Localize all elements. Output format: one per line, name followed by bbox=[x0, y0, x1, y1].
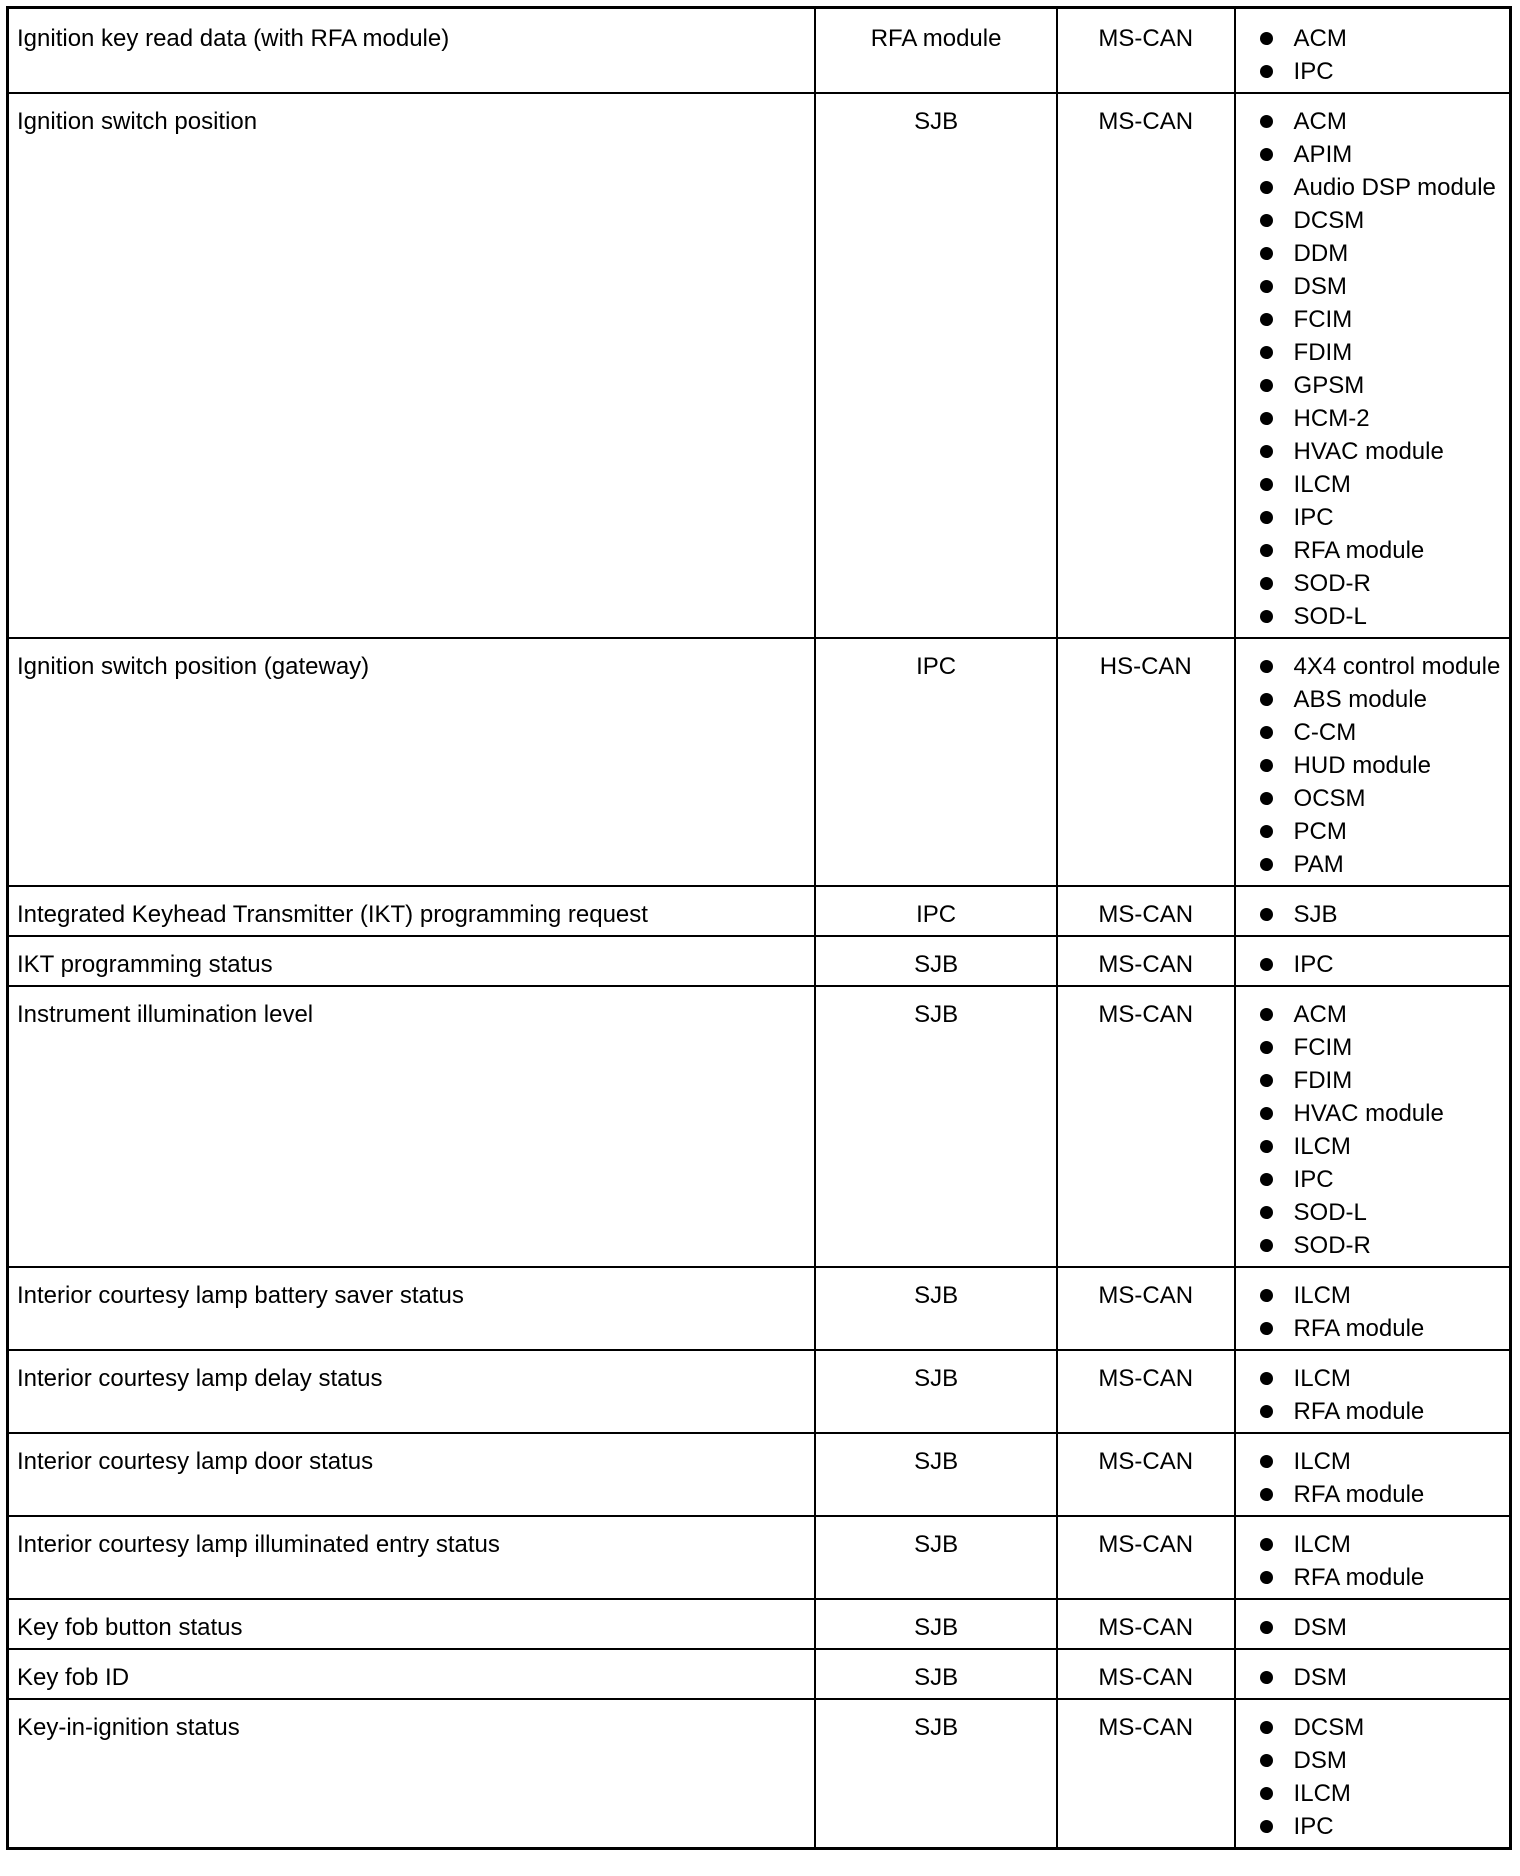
receiver-label: ILCM bbox=[1293, 1531, 1351, 1558]
receiver-label: PAM bbox=[1293, 851, 1344, 878]
receiver-label: IPC bbox=[1293, 1813, 1334, 1840]
receiver-item bbox=[1256, 138, 1503, 171]
receiver-label: HCM-2 bbox=[1293, 405, 1370, 432]
message-cell: Integrated Keyhead Transmitter (IKT) programming request bbox=[8, 886, 816, 936]
receiver-list bbox=[1256, 998, 1503, 1262]
network-cell: MS-CAN bbox=[1057, 1433, 1235, 1516]
receiver-item bbox=[1256, 948, 1503, 981]
table-row bbox=[8, 1516, 1511, 1599]
receiver-item bbox=[1256, 1362, 1503, 1395]
receiver-label: SOD-R bbox=[1293, 570, 1371, 597]
network-cell: MS-CAN bbox=[1057, 1350, 1235, 1433]
receivers-cell bbox=[1235, 1433, 1511, 1516]
table-row bbox=[8, 986, 1511, 1267]
receiver-item bbox=[1256, 1163, 1503, 1196]
receivers-cell bbox=[1235, 1516, 1511, 1599]
receiver-label: C-CM bbox=[1293, 719, 1357, 746]
receiver-item bbox=[1256, 270, 1503, 303]
bullet-icon bbox=[1260, 1455, 1273, 1468]
table-row bbox=[8, 1649, 1511, 1699]
originator-cell: SJB bbox=[815, 1267, 1057, 1350]
table-row bbox=[8, 1433, 1511, 1516]
receiver-item bbox=[1256, 1097, 1503, 1130]
receiver-item bbox=[1256, 1528, 1503, 1561]
bullet-icon bbox=[1260, 1754, 1273, 1767]
bullet-icon bbox=[1260, 1372, 1273, 1385]
bullet-icon bbox=[1260, 1571, 1273, 1584]
receiver-list bbox=[1256, 1279, 1503, 1345]
network-message-table bbox=[6, 6, 1512, 1850]
receiver-item bbox=[1256, 534, 1503, 567]
bullet-icon bbox=[1260, 544, 1273, 557]
network-cell: MS-CAN bbox=[1057, 1649, 1235, 1699]
bullet-icon bbox=[1260, 115, 1273, 128]
receiver-label: SOD-L bbox=[1293, 1199, 1367, 1226]
table-row bbox=[8, 1599, 1511, 1649]
bullet-icon bbox=[1260, 1074, 1273, 1087]
originator-cell: SJB bbox=[815, 986, 1057, 1267]
network-cell: MS-CAN bbox=[1057, 1599, 1235, 1649]
receiver-item bbox=[1256, 1777, 1503, 1810]
receivers-cell bbox=[1235, 8, 1511, 94]
originator-cell: SJB bbox=[815, 1350, 1057, 1433]
message-cell: Interior courtesy lamp door status bbox=[8, 1433, 816, 1516]
receivers-cell bbox=[1235, 93, 1511, 638]
network-cell: MS-CAN bbox=[1057, 1699, 1235, 1849]
receiver-item bbox=[1256, 749, 1503, 782]
receiver-item bbox=[1256, 402, 1503, 435]
receiver-list bbox=[1256, 650, 1503, 881]
receiver-label: DSM bbox=[1293, 1614, 1347, 1641]
bullet-icon bbox=[1260, 379, 1273, 392]
receiver-label: DDM bbox=[1293, 240, 1349, 267]
receiver-item bbox=[1256, 1661, 1503, 1694]
receiver-label: DCSM bbox=[1293, 207, 1365, 234]
bullet-icon bbox=[1260, 792, 1273, 805]
receiver-label: IPC bbox=[1293, 58, 1334, 85]
receiver-item bbox=[1256, 1229, 1503, 1262]
network-cell: MS-CAN bbox=[1057, 986, 1235, 1267]
receiver-list bbox=[1256, 1611, 1503, 1644]
receiver-item bbox=[1256, 369, 1503, 402]
bullet-icon bbox=[1260, 1322, 1273, 1335]
receiver-label: ILCM bbox=[1293, 1780, 1351, 1807]
receiver-list bbox=[1256, 1661, 1503, 1694]
table-body bbox=[8, 8, 1511, 1849]
receiver-label: HUD module bbox=[1293, 752, 1431, 779]
bullet-icon bbox=[1260, 726, 1273, 739]
receivers-cell bbox=[1235, 1699, 1511, 1849]
receivers-cell bbox=[1235, 1649, 1511, 1699]
receiver-item bbox=[1256, 848, 1503, 881]
bullet-icon bbox=[1260, 1107, 1273, 1120]
receiver-label: FDIM bbox=[1293, 1067, 1353, 1094]
network-cell: MS-CAN bbox=[1057, 886, 1235, 936]
receiver-label: RFA module bbox=[1293, 1564, 1425, 1591]
receiver-label: ILCM bbox=[1293, 471, 1351, 498]
table-row bbox=[8, 638, 1511, 886]
bullet-icon bbox=[1260, 1787, 1273, 1800]
receiver-item bbox=[1256, 1810, 1503, 1843]
originator-cell: IPC bbox=[815, 638, 1057, 886]
receiver-label: APIM bbox=[1293, 141, 1353, 168]
message-cell: Key fob ID bbox=[8, 1649, 816, 1699]
message-cell: IKT programming status bbox=[8, 936, 816, 986]
receivers-cell bbox=[1235, 936, 1511, 986]
table-row bbox=[8, 936, 1511, 986]
receiver-item bbox=[1256, 1130, 1503, 1163]
receiver-list bbox=[1256, 1711, 1503, 1843]
originator-cell: SJB bbox=[815, 1516, 1057, 1599]
receiver-label: IPC bbox=[1293, 951, 1334, 978]
receiver-label: DSM bbox=[1293, 1664, 1347, 1691]
receivers-cell bbox=[1235, 886, 1511, 936]
receiver-item bbox=[1256, 782, 1503, 815]
receiver-item bbox=[1256, 204, 1503, 237]
bullet-icon bbox=[1260, 1538, 1273, 1551]
receiver-item bbox=[1256, 815, 1503, 848]
receiver-item bbox=[1256, 650, 1503, 683]
receiver-item bbox=[1256, 716, 1503, 749]
receiver-label: DSM bbox=[1293, 1747, 1347, 1774]
originator-cell: SJB bbox=[815, 93, 1057, 638]
receiver-label: IPC bbox=[1293, 504, 1334, 531]
originator-cell: SJB bbox=[815, 1599, 1057, 1649]
receiver-item bbox=[1256, 501, 1503, 534]
receiver-label: OCSM bbox=[1293, 785, 1366, 812]
receiver-label: SOD-R bbox=[1293, 1232, 1371, 1259]
network-cell: MS-CAN bbox=[1057, 1516, 1235, 1599]
receiver-label: PCM bbox=[1293, 818, 1347, 845]
receiver-item bbox=[1256, 1744, 1503, 1777]
bullet-icon bbox=[1260, 478, 1273, 491]
receiver-label: HVAC module bbox=[1293, 1100, 1444, 1127]
table-row bbox=[8, 93, 1511, 638]
receivers-cell bbox=[1235, 986, 1511, 1267]
message-cell: Ignition switch position (gateway) bbox=[8, 638, 816, 886]
receiver-label: FDIM bbox=[1293, 339, 1353, 366]
originator-cell: RFA module bbox=[815, 8, 1057, 94]
network-cell: MS-CAN bbox=[1057, 93, 1235, 638]
receiver-item bbox=[1256, 237, 1503, 270]
network-cell: MS-CAN bbox=[1057, 936, 1235, 986]
bullet-icon bbox=[1260, 1488, 1273, 1501]
receivers-cell bbox=[1235, 638, 1511, 886]
originator-cell: SJB bbox=[815, 1433, 1057, 1516]
receiver-list bbox=[1256, 898, 1503, 931]
bullet-icon bbox=[1260, 1820, 1273, 1833]
receiver-item bbox=[1256, 1279, 1503, 1312]
bullet-icon bbox=[1260, 1206, 1273, 1219]
bullet-icon bbox=[1260, 181, 1273, 194]
receiver-item bbox=[1256, 1395, 1503, 1428]
message-cell: Key fob button status bbox=[8, 1599, 816, 1649]
bullet-icon bbox=[1260, 1239, 1273, 1252]
bullet-icon bbox=[1260, 858, 1273, 871]
receiver-label: FCIM bbox=[1293, 306, 1353, 333]
network-cell: MS-CAN bbox=[1057, 1267, 1235, 1350]
receiver-item bbox=[1256, 1445, 1503, 1478]
receiver-item bbox=[1256, 435, 1503, 468]
message-cell: Ignition switch position bbox=[8, 93, 816, 638]
receiver-label: ILCM bbox=[1293, 1282, 1351, 1309]
receiver-item bbox=[1256, 1711, 1503, 1744]
table-row bbox=[8, 886, 1511, 936]
receiver-label: ABS module bbox=[1293, 686, 1427, 713]
receiver-label: ACM bbox=[1293, 108, 1347, 135]
receiver-label: Audio DSP module bbox=[1293, 174, 1496, 201]
receiver-label: ILCM bbox=[1293, 1133, 1351, 1160]
receiver-item bbox=[1256, 600, 1503, 633]
bullet-icon bbox=[1260, 693, 1273, 706]
receiver-label: SJB bbox=[1293, 901, 1338, 928]
bullet-icon bbox=[1260, 908, 1273, 921]
bullet-icon bbox=[1260, 65, 1273, 78]
bullet-icon bbox=[1260, 511, 1273, 524]
bullet-icon bbox=[1260, 346, 1273, 359]
bullet-icon bbox=[1260, 214, 1273, 227]
bullet-icon bbox=[1260, 577, 1273, 590]
bullet-icon bbox=[1260, 280, 1273, 293]
table-row bbox=[8, 1267, 1511, 1350]
receivers-cell bbox=[1235, 1267, 1511, 1350]
bullet-icon bbox=[1260, 759, 1273, 772]
message-cell: Key-in-ignition status bbox=[8, 1699, 816, 1849]
bullet-icon bbox=[1260, 958, 1273, 971]
receiver-item bbox=[1256, 105, 1503, 138]
receiver-list bbox=[1256, 1528, 1503, 1594]
bullet-icon bbox=[1260, 32, 1273, 45]
receiver-item bbox=[1256, 55, 1503, 88]
receiver-label: ACM bbox=[1293, 1001, 1347, 1028]
receiver-label: RFA module bbox=[1293, 1481, 1425, 1508]
receiver-label: ACM bbox=[1293, 25, 1347, 52]
receiver-label: IPC bbox=[1293, 1166, 1334, 1193]
bullet-icon bbox=[1260, 148, 1273, 161]
message-cell: Instrument illumination level bbox=[8, 986, 816, 1267]
receiver-list bbox=[1256, 948, 1503, 981]
receiver-label: GPSM bbox=[1293, 372, 1365, 399]
table-row bbox=[8, 1350, 1511, 1433]
receiver-list bbox=[1256, 105, 1503, 633]
bullet-icon bbox=[1260, 445, 1273, 458]
bullet-icon bbox=[1260, 1041, 1273, 1054]
receiver-item bbox=[1256, 998, 1503, 1031]
bullet-icon bbox=[1260, 313, 1273, 326]
receiver-item bbox=[1256, 898, 1503, 931]
bullet-icon bbox=[1260, 1671, 1273, 1684]
receiver-label: SOD-L bbox=[1293, 603, 1367, 630]
bullet-icon bbox=[1260, 1008, 1273, 1021]
table-row bbox=[8, 1699, 1511, 1849]
receiver-item bbox=[1256, 1064, 1503, 1097]
receivers-cell bbox=[1235, 1599, 1511, 1649]
bullet-icon bbox=[1260, 1405, 1273, 1418]
receiver-item bbox=[1256, 683, 1503, 716]
receiver-item bbox=[1256, 1312, 1503, 1345]
receiver-item bbox=[1256, 567, 1503, 600]
receiver-item bbox=[1256, 1031, 1503, 1064]
receiver-label: RFA module bbox=[1293, 1315, 1425, 1342]
receiver-item bbox=[1256, 303, 1503, 336]
receiver-item bbox=[1256, 1478, 1503, 1511]
message-cell: Interior courtesy lamp delay status bbox=[8, 1350, 816, 1433]
receiver-item bbox=[1256, 22, 1503, 55]
bullet-icon bbox=[1260, 412, 1273, 425]
originator-cell: SJB bbox=[815, 1699, 1057, 1849]
bullet-icon bbox=[1260, 247, 1273, 260]
receiver-label: RFA module bbox=[1293, 537, 1425, 564]
originator-cell: SJB bbox=[815, 936, 1057, 986]
receiver-item bbox=[1256, 336, 1503, 369]
receivers-cell bbox=[1235, 1350, 1511, 1433]
bullet-icon bbox=[1260, 1721, 1273, 1734]
receiver-item bbox=[1256, 171, 1503, 204]
network-cell: HS-CAN bbox=[1057, 638, 1235, 886]
bullet-icon bbox=[1260, 1289, 1273, 1302]
receiver-label: FCIM bbox=[1293, 1034, 1353, 1061]
bullet-icon bbox=[1260, 610, 1273, 623]
bullet-icon bbox=[1260, 660, 1273, 673]
receiver-label: ILCM bbox=[1293, 1365, 1351, 1392]
receiver-label: DSM bbox=[1293, 273, 1347, 300]
receiver-list bbox=[1256, 1445, 1503, 1511]
network-cell: MS-CAN bbox=[1057, 8, 1235, 94]
table-row bbox=[8, 8, 1511, 94]
bullet-icon bbox=[1260, 1140, 1273, 1153]
originator-cell: SJB bbox=[815, 1649, 1057, 1699]
bullet-icon bbox=[1260, 1173, 1273, 1186]
receiver-label: ILCM bbox=[1293, 1448, 1351, 1475]
message-cell: Interior courtesy lamp illuminated entry status bbox=[8, 1516, 816, 1599]
bullet-icon bbox=[1260, 1621, 1273, 1634]
receiver-item bbox=[1256, 468, 1503, 501]
receiver-item bbox=[1256, 1196, 1503, 1229]
receiver-list bbox=[1256, 22, 1503, 88]
receiver-label: DCSM bbox=[1293, 1714, 1365, 1741]
receiver-label: HVAC module bbox=[1293, 438, 1444, 465]
receiver-item bbox=[1256, 1561, 1503, 1594]
receiver-item bbox=[1256, 1611, 1503, 1644]
receiver-label: 4X4 control module bbox=[1293, 653, 1501, 680]
receiver-label: RFA module bbox=[1293, 1398, 1425, 1425]
receiver-list bbox=[1256, 1362, 1503, 1428]
message-cell: Ignition key read data (with RFA module) bbox=[8, 8, 816, 94]
bullet-icon bbox=[1260, 825, 1273, 838]
message-cell: Interior courtesy lamp battery saver status bbox=[8, 1267, 816, 1350]
originator-cell: IPC bbox=[815, 886, 1057, 936]
